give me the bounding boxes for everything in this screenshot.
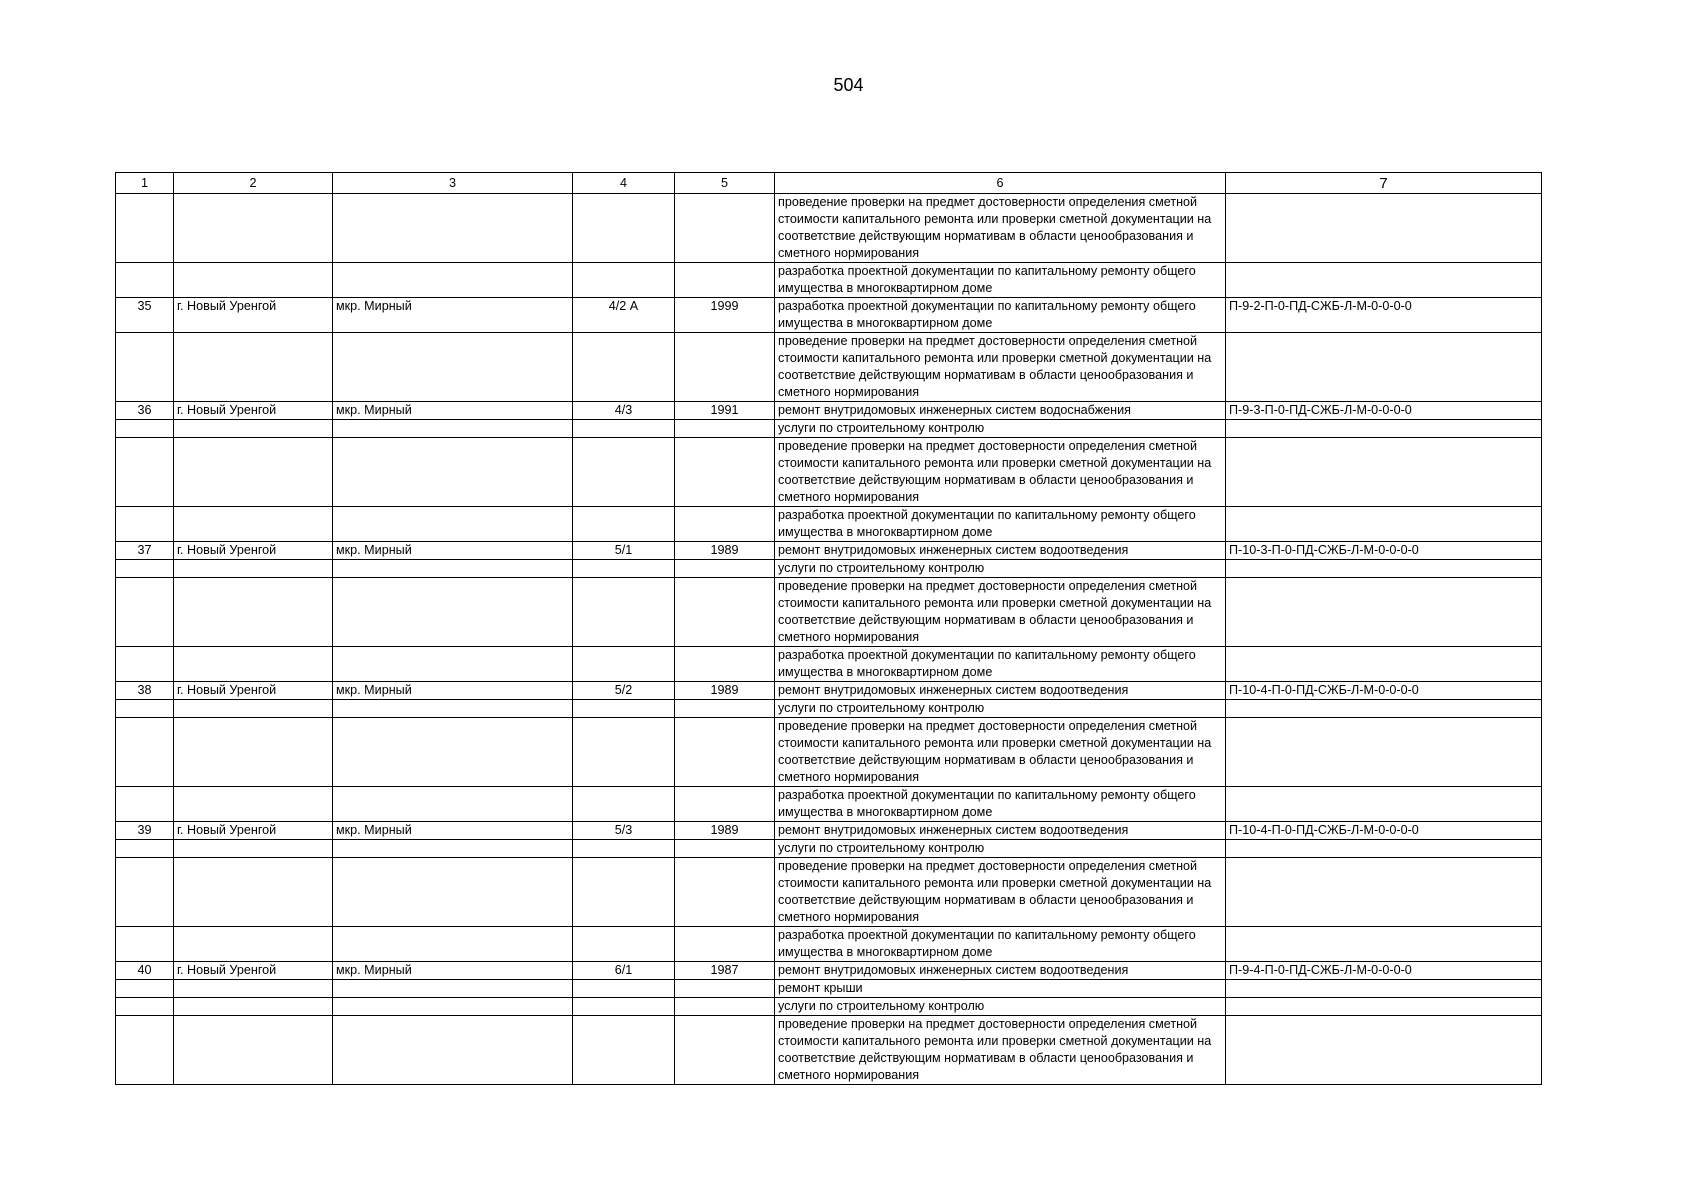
cell-house <box>573 420 675 438</box>
cell-street <box>333 700 573 718</box>
cell-street <box>333 578 573 647</box>
cell-house <box>573 438 675 507</box>
cell-number: 39 <box>116 822 174 840</box>
cell-year <box>675 263 775 298</box>
cell-city <box>174 787 333 822</box>
table-row <box>116 560 1542 578</box>
cell-work-type: ремонт внутридомовых инженерных систем водоотведения <box>775 542 1226 560</box>
cell-city <box>174 438 333 507</box>
cell-code <box>1226 333 1542 402</box>
cell-year <box>675 787 775 822</box>
cell-city: г. Новый Уренгой <box>174 402 333 420</box>
cell-year <box>675 420 775 438</box>
table-row <box>116 263 1542 298</box>
table-row <box>116 402 1542 420</box>
table-row <box>116 194 1542 263</box>
cell-year <box>675 333 775 402</box>
cell-work-type: проведение проверки на предмет достоверности определения сметной стоимости капитального ремонта или проверки сметной документации на соответствие действующим нормативам в области ценообразования и сметного нормирования <box>775 194 1226 263</box>
cell-house <box>573 578 675 647</box>
table-row <box>116 700 1542 718</box>
cell-number: 35 <box>116 298 174 333</box>
cell-code <box>1226 718 1542 787</box>
cell-street <box>333 333 573 402</box>
cell-work-type: разработка проектной документации по капитальному ремонту общего имущества в многоквартирном доме <box>775 263 1226 298</box>
cell-city <box>174 578 333 647</box>
cell-street: мкр. Мирный <box>333 402 573 420</box>
cell-number <box>116 420 174 438</box>
cell-code <box>1226 507 1542 542</box>
cell-number <box>116 980 174 998</box>
cell-code: П-10-4-П-0-ПД-СЖБ-Л-М-0-0-0-0 <box>1226 822 1542 840</box>
cell-code <box>1226 438 1542 507</box>
cell-house: 5/1 <box>573 542 675 560</box>
cell-street <box>333 1016 573 1085</box>
table-row <box>116 1016 1542 1085</box>
cell-street: мкр. Мирный <box>333 298 573 333</box>
cell-house: 4/3 <box>573 402 675 420</box>
table-row <box>116 840 1542 858</box>
cell-work-type: разработка проектной документации по капитальному ремонту общего имущества в многоквартирном доме <box>775 647 1226 682</box>
cell-code <box>1226 980 1542 998</box>
cell-work-type: проведение проверки на предмет достоверности определения сметной стоимости капитального ремонта или проверки сметной документации на соответствие действующим нормативам в области ценообразования и сметного нормирования <box>775 438 1226 507</box>
cell-code <box>1226 420 1542 438</box>
cell-city <box>174 420 333 438</box>
cell-year <box>675 507 775 542</box>
cell-year: 1999 <box>675 298 775 333</box>
cell-street <box>333 560 573 578</box>
cell-work-type: услуги по строительному контролю <box>775 700 1226 718</box>
cell-work-type: проведение проверки на предмет достоверности определения сметной стоимости капитального ремонта или проверки сметной документации на соответствие действующим нормативам в области ценообразования и сметного нормирования <box>775 858 1226 927</box>
cell-house <box>573 507 675 542</box>
cell-number <box>116 700 174 718</box>
cell-city <box>174 858 333 927</box>
cell-city <box>174 507 333 542</box>
cell-year <box>675 647 775 682</box>
cell-work-type: разработка проектной документации по капитальному ремонту общего имущества в многоквартирном доме <box>775 927 1226 962</box>
cell-house: 6/1 <box>573 962 675 980</box>
cell-year <box>675 578 775 647</box>
table-row <box>116 420 1542 438</box>
cell-house <box>573 718 675 787</box>
cell-street <box>333 420 573 438</box>
cell-code: П-9-3-П-0-ПД-СЖБ-Л-М-0-0-0-0 <box>1226 402 1542 420</box>
cell-house <box>573 560 675 578</box>
table-row <box>116 980 1542 998</box>
cell-house <box>573 840 675 858</box>
cell-code <box>1226 858 1542 927</box>
cell-number <box>116 718 174 787</box>
cell-code <box>1226 1016 1542 1085</box>
cell-work-type: проведение проверки на предмет достоверности определения сметной стоимости капитального ремонта или проверки сметной документации на соответствие действующим нормативам в области ценообразования и сметного нормирования <box>775 718 1226 787</box>
cell-number <box>116 438 174 507</box>
cell-year <box>675 1016 775 1085</box>
cell-work-type: ремонт крыши <box>775 980 1226 998</box>
cell-work-type: ремонт внутридомовых инженерных систем водоснабжения <box>775 402 1226 420</box>
cell-street <box>333 647 573 682</box>
cell-city <box>174 263 333 298</box>
table-row <box>116 507 1542 542</box>
cell-year <box>675 560 775 578</box>
cell-code <box>1226 560 1542 578</box>
cell-number <box>116 998 174 1016</box>
table-row <box>116 578 1542 647</box>
cell-house <box>573 647 675 682</box>
cell-street <box>333 840 573 858</box>
cell-house: 5/3 <box>573 822 675 840</box>
cell-number: 38 <box>116 682 174 700</box>
cell-city: г. Новый Уренгой <box>174 822 333 840</box>
cell-house <box>573 980 675 998</box>
header-col-1: 1 <box>116 173 174 194</box>
table-row <box>116 542 1542 560</box>
cell-house <box>573 998 675 1016</box>
table-row <box>116 962 1542 980</box>
cell-code: П-9-4-П-0-ПД-СЖБ-Л-М-0-0-0-0 <box>1226 962 1542 980</box>
cell-city <box>174 980 333 998</box>
cell-number <box>116 507 174 542</box>
header-col-3: 3 <box>333 173 573 194</box>
cell-city <box>174 700 333 718</box>
cell-house <box>573 263 675 298</box>
cell-year <box>675 700 775 718</box>
cell-year <box>675 718 775 787</box>
cell-city <box>174 927 333 962</box>
cell-work-type: ремонт внутридомовых инженерных систем водоотведения <box>775 962 1226 980</box>
header-col-6: 6 <box>775 173 1226 194</box>
cell-street <box>333 858 573 927</box>
cell-city <box>174 194 333 263</box>
cell-work-type: услуги по строительному контролю <box>775 998 1226 1016</box>
cell-city: г. Новый Уренгой <box>174 962 333 980</box>
header-col-2: 2 <box>174 173 333 194</box>
header-col-5: 5 <box>675 173 775 194</box>
cell-street: мкр. Мирный <box>333 682 573 700</box>
table-row <box>116 298 1542 333</box>
cell-city: г. Новый Уренгой <box>174 298 333 333</box>
cell-street <box>333 194 573 263</box>
cell-house <box>573 700 675 718</box>
cell-city: г. Новый Уренгой <box>174 682 333 700</box>
table-row <box>116 682 1542 700</box>
table-row <box>116 647 1542 682</box>
table-row <box>116 927 1542 962</box>
page-number: 504 <box>833 75 864 95</box>
cell-house: 5/2 <box>573 682 675 700</box>
table-row <box>116 858 1542 927</box>
cell-year <box>675 438 775 507</box>
cell-street <box>333 263 573 298</box>
cell-code: П-10-3-П-0-ПД-СЖБ-Л-М-0-0-0-0 <box>1226 542 1542 560</box>
cell-number <box>116 787 174 822</box>
cell-street <box>333 980 573 998</box>
cell-year <box>675 980 775 998</box>
header-col-4: 4 <box>573 173 675 194</box>
table-row <box>116 438 1542 507</box>
cell-work-type: проведение проверки на предмет достоверности определения сметной стоимости капитального ремонта или проверки сметной документации на соответствие действующим нормативам в области ценообразования и сметного нормирования <box>775 1016 1226 1085</box>
cell-number <box>116 263 174 298</box>
cell-year <box>675 927 775 962</box>
cell-number <box>116 194 174 263</box>
cell-work-type: услуги по строительному контролю <box>775 420 1226 438</box>
cell-code: П-9-2-П-0-ПД-СЖБ-Л-М-0-0-0-0 <box>1226 298 1542 333</box>
cell-house <box>573 333 675 402</box>
cell-house <box>573 1016 675 1085</box>
cell-street: мкр. Мирный <box>333 962 573 980</box>
cell-city: г. Новый Уренгой <box>174 542 333 560</box>
cell-code <box>1226 840 1542 858</box>
cell-house <box>573 194 675 263</box>
cell-work-type: проведение проверки на предмет достоверности определения сметной стоимости капитального ремонта или проверки сметной документации на соответствие действующим нормативам в области ценообразования и сметного нормирования <box>775 578 1226 647</box>
cell-code <box>1226 998 1542 1016</box>
cell-street <box>333 998 573 1016</box>
cell-work-type: услуги по строительному контролю <box>775 840 1226 858</box>
cell-code <box>1226 263 1542 298</box>
cell-code <box>1226 927 1542 962</box>
cell-year: 1991 <box>675 402 775 420</box>
cell-house <box>573 927 675 962</box>
table-row <box>116 333 1542 402</box>
cell-work-type: ремонт внутридомовых инженерных систем водоотведения <box>775 822 1226 840</box>
cell-street <box>333 718 573 787</box>
cell-number <box>116 560 174 578</box>
cell-city <box>174 647 333 682</box>
cell-city <box>174 718 333 787</box>
cell-code <box>1226 647 1542 682</box>
cell-city <box>174 1016 333 1085</box>
cell-year <box>675 998 775 1016</box>
cell-year: 1989 <box>675 682 775 700</box>
table-row <box>116 822 1542 840</box>
table-row <box>116 998 1542 1016</box>
cell-year <box>675 194 775 263</box>
cell-code <box>1226 194 1542 263</box>
cell-house <box>573 787 675 822</box>
cell-street <box>333 927 573 962</box>
cell-code <box>1226 700 1542 718</box>
cell-code <box>1226 578 1542 647</box>
cell-street <box>333 438 573 507</box>
cell-number: 40 <box>116 962 174 980</box>
cell-number <box>116 840 174 858</box>
works-table <box>115 172 1542 1085</box>
cell-street: мкр. Мирный <box>333 542 573 560</box>
table-row <box>116 787 1542 822</box>
cell-number: 37 <box>116 542 174 560</box>
cell-year: 1987 <box>675 962 775 980</box>
cell-house <box>573 858 675 927</box>
cell-year: 1989 <box>675 822 775 840</box>
cell-city <box>174 840 333 858</box>
cell-street: мкр. Мирный <box>333 822 573 840</box>
cell-code: П-10-4-П-0-ПД-СЖБ-Л-М-0-0-0-0 <box>1226 682 1542 700</box>
cell-year: 1989 <box>675 542 775 560</box>
cell-code <box>1226 787 1542 822</box>
cell-number <box>116 1016 174 1085</box>
cell-house: 4/2 А <box>573 298 675 333</box>
cell-city <box>174 998 333 1016</box>
cell-year <box>675 840 775 858</box>
cell-number <box>116 647 174 682</box>
cell-work-type: услуги по строительному контролю <box>775 560 1226 578</box>
cell-year <box>675 858 775 927</box>
cell-number: 36 <box>116 402 174 420</box>
cell-city <box>174 333 333 402</box>
cell-street <box>333 507 573 542</box>
cell-number <box>116 858 174 927</box>
cell-work-type: разработка проектной документации по капитальному ремонту общего имущества в многоквартирном доме <box>775 787 1226 822</box>
cell-work-type: проведение проверки на предмет достоверности определения сметной стоимости капитального ремонта или проверки сметной документации на соответствие действующим нормативам в области ценообразования и сметного нормирования <box>775 333 1226 402</box>
cell-work-type: разработка проектной документации по капитальному ремонту общего имущества в многоквартирном доме <box>775 507 1226 542</box>
cell-city <box>174 560 333 578</box>
table-row <box>116 718 1542 787</box>
header-col-7: 7 <box>1226 173 1542 194</box>
cell-work-type: ремонт внутридомовых инженерных систем водоотведения <box>775 682 1226 700</box>
cell-number <box>116 927 174 962</box>
table-header <box>116 173 1542 194</box>
header-row <box>116 173 1542 194</box>
cell-street <box>333 787 573 822</box>
cell-number <box>116 578 174 647</box>
cell-number <box>116 333 174 402</box>
table-body <box>116 194 1542 1085</box>
cell-work-type: разработка проектной документации по капитальному ремонту общего имущества в многоквартирном доме <box>775 298 1226 333</box>
